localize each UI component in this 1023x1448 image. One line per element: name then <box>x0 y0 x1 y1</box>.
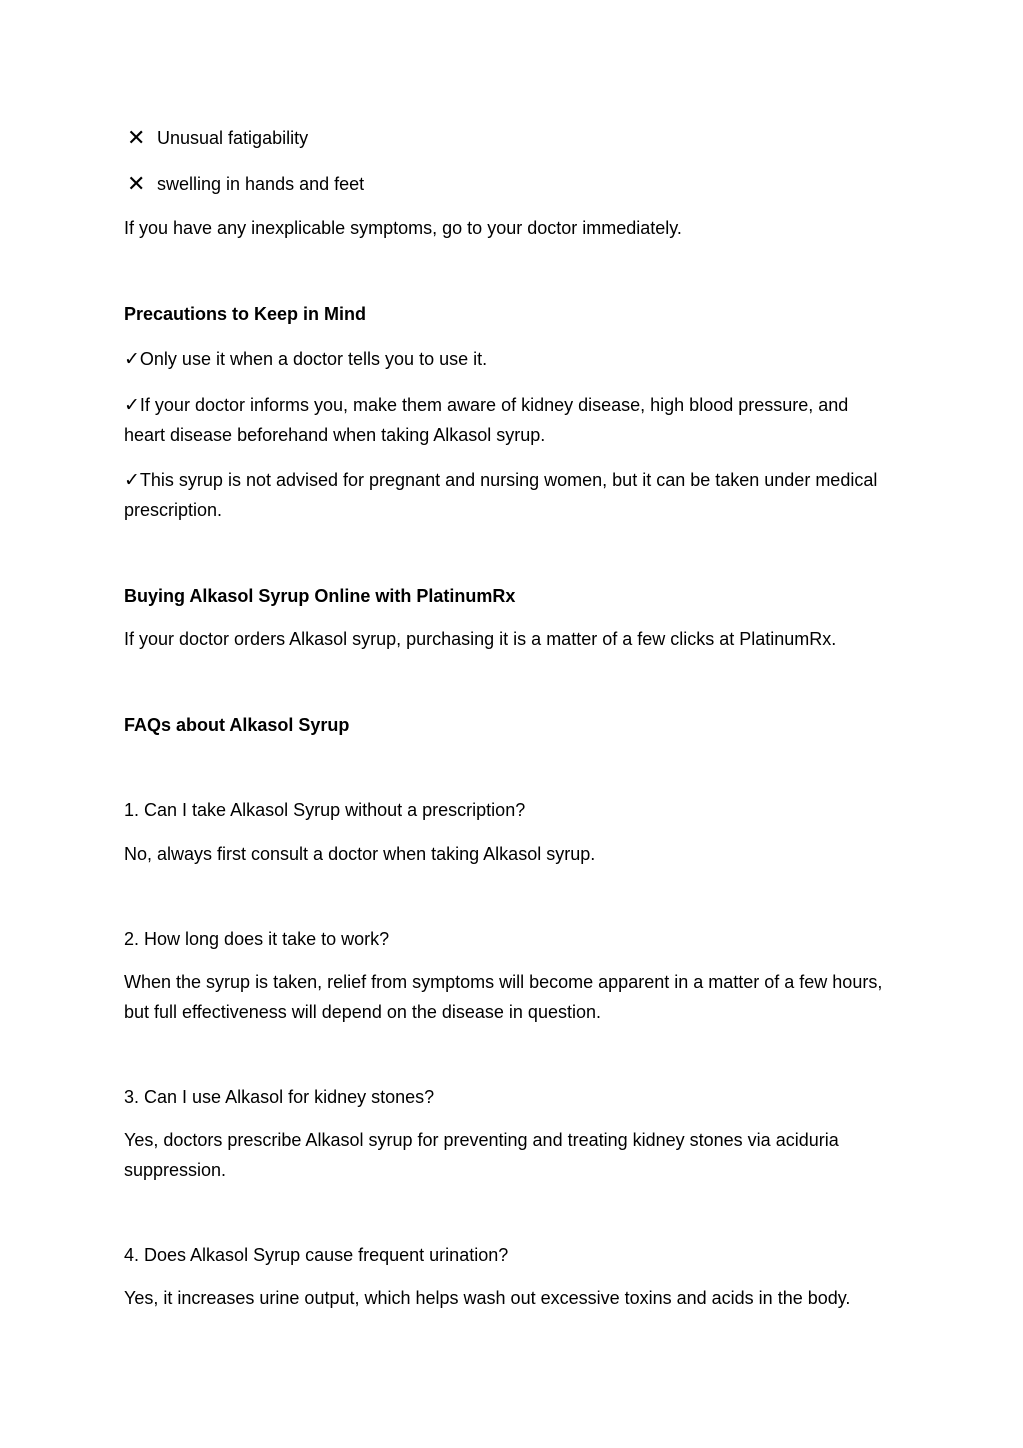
faq-answer: No, always first consult a doctor when taking Alkasol syrup. <box>124 844 596 864</box>
precaution-text: Only use it when a doctor tells you to use it. <box>139 349 488 369</box>
faq-question: 1. Can I take Alkasol Syrup without a prescription? <box>124 800 526 820</box>
faqs-heading: FAQs about Alkasol Syrup <box>124 715 350 735</box>
faq-answer: Yes, doctors prescribe Alkasol syrup for preventing and treating kidney stones via aciduria suppression. <box>124 1130 839 1180</box>
precaution-item <box>124 391 894 450</box>
symptoms-note: If you have any inexplicable symptoms, go to your doctor immediately. <box>124 218 682 238</box>
precaution-text: If your doctor informs you, make them aware of kidney disease, high blood pressure, and heart disease beforehand when taking Alkasol syrup. <box>124 395 849 445</box>
symptom-text: Unusual fatigability <box>157 128 309 148</box>
precaution-item <box>124 345 894 375</box>
symptom-item <box>124 124 894 154</box>
faq-answer: Yes, it increases urine output, which helps wash out excessive toxins and acids in the body. <box>124 1288 851 1308</box>
faq-answer: When the syrup is taken, relief from symptoms will become apparent in a matter of a few hours, but full effectiveness will depend on the disease in question. <box>124 972 883 1022</box>
buying-text: If your doctor orders Alkasol syrup, purchasing it is a matter of a few clicks at PlatinumRx. <box>124 629 837 649</box>
precautions-heading: Precautions to Keep in Mind <box>124 304 367 324</box>
symptom-text: swelling in hands and feet <box>157 174 365 194</box>
faq-question: 2. How long does it take to work? <box>124 929 390 949</box>
check-mark-icon: ✓ <box>124 348 140 370</box>
x-mark-icon: ✕ <box>127 125 146 150</box>
x-mark-icon: ✕ <box>127 171 146 196</box>
precaution-item <box>124 466 894 525</box>
check-mark-icon: ✓ <box>124 394 140 416</box>
precaution-text: This syrup is not advised for pregnant and nursing women, but it can be taken under medical prescription. <box>124 470 878 520</box>
buying-heading: Buying Alkasol Syrup Online with PlatinumRx <box>124 586 516 606</box>
faq-question: 3. Can I use Alkasol for kidney stones? <box>124 1087 435 1107</box>
check-mark-icon: ✓ <box>124 469 140 491</box>
faq-question: 4. Does Alkasol Syrup cause frequent urination? <box>124 1245 509 1265</box>
symptom-item <box>124 170 894 200</box>
